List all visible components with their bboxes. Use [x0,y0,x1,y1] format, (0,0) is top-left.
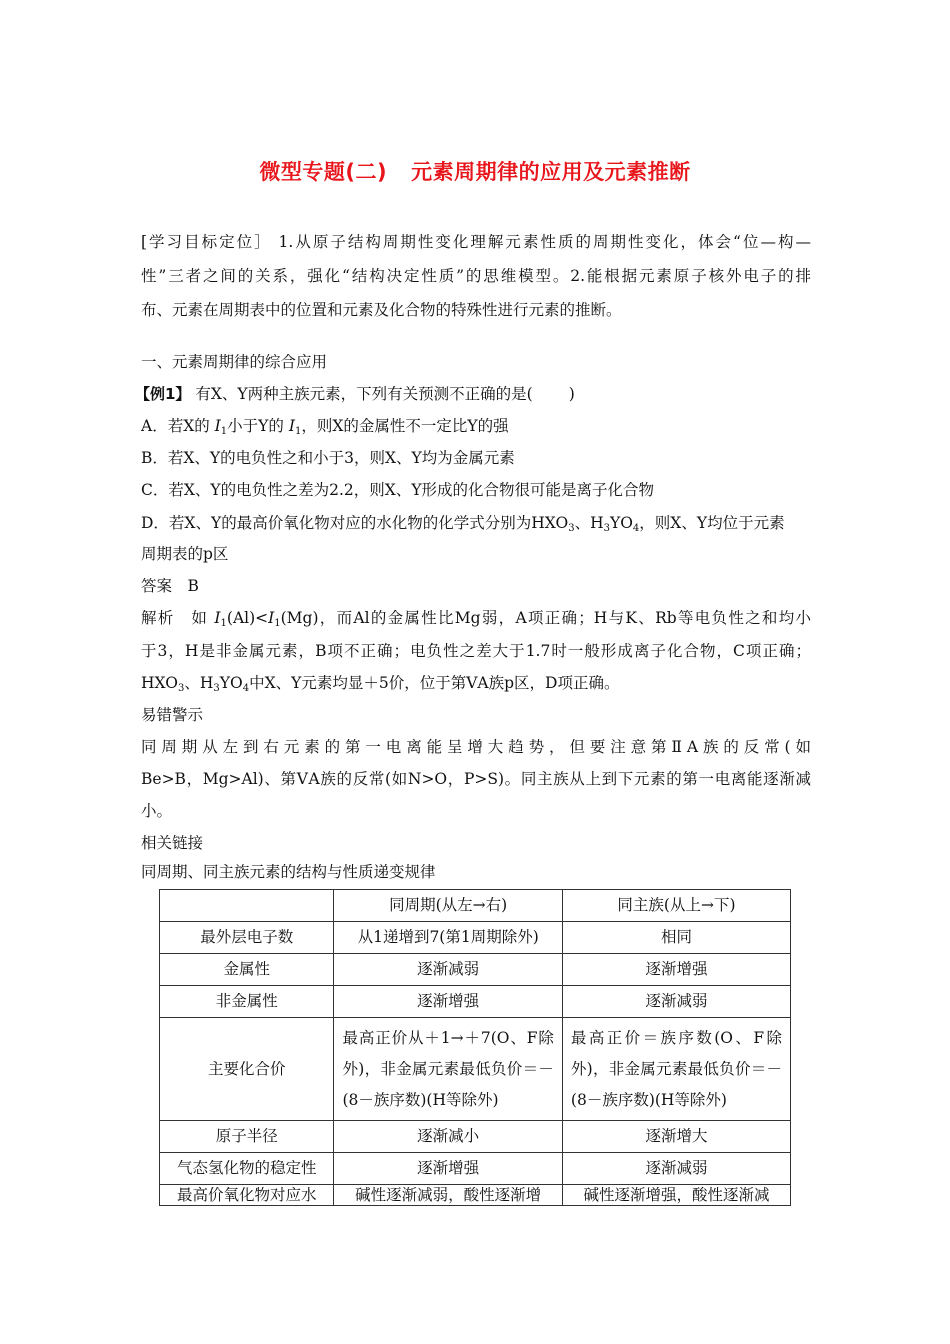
analysis-line-2: 于3，H是非金属元素，B项不正确；电负性之差大于1.7时一般形成离子化合物，C项正确； [141,642,811,660]
table-row [160,1018,791,1121]
related-heading: 相关链接 [141,834,204,852]
table-header-cell: 同主族(从上→下) [562,890,790,922]
table-cell: 逐渐减弱 [562,1153,790,1185]
table-cell: 最高价氧化物对应水 [160,1185,334,1206]
analysis-line-1: 解析 如 $I_1(Al)<I_1(Mg)$，而Al的金属性比Mg弱，A项正确；H与K、Rb等电负性之和均小 [141,609,811,629]
title-part2: 元素周期律的应用及元素推断 [411,160,691,184]
table-row [160,922,791,954]
table-cell: 从1递增到7(第1周期除外) [334,922,562,954]
table-cell: 非金属性 [160,986,334,1018]
table-cell: 原子半径 [160,1121,334,1153]
table-row [160,986,791,1018]
table-cell: 逐渐增强 [334,1153,562,1185]
table-cell: 金属性 [160,954,334,986]
table-cell: 逐渐增大 [562,1121,790,1153]
comparison-table [159,889,791,1206]
objectives-line-3: 布、元素在周期表中的位置和元素及化合物的特殊性进行元素的推断。 [141,301,622,319]
objectives-line-2: 性”三者之间的关系，强化“结构决定性质”的思维模型。2.能根据元素原子核外电子的排 [141,267,811,285]
table-row [160,954,791,986]
analysis-line-3: $HXO_3$、$H_3YO_4$中X、Y元素均显＋5价，位于第ⅤA族p区，D项正确。 [141,674,620,694]
title-part1: 微型专题(二) [259,160,388,184]
table-header-row [160,890,791,922]
table-cell: 逐渐减小 [334,1121,562,1153]
table-cell: 逐渐增强 [334,986,562,1018]
table-cell: 逐渐减弱 [334,954,562,986]
example-tag: 【例1】 [135,385,191,403]
option-d-line2: 周期表的p区 [141,545,229,563]
example-question: 【例1】 有X、Y两种主族元素，下列有关预测不正确的是( ) [135,385,575,403]
table-cell: 最高正价从＋1→＋7(O、F除外)，非金属元素最低负价＝－(8－族序数)(H等除外) [334,1018,562,1121]
table-cell: 最外层电子数 [160,922,334,954]
table-row [160,1121,791,1153]
table-cell: 逐渐减弱 [562,986,790,1018]
page-title [0,156,950,186]
table-row [160,1185,791,1206]
warning-line-1: 同周期从左到右元素的第一电离能呈增大趋势，但要注意第ⅡA族的反常(如 [141,738,811,756]
table-cell: 逐渐增强 [562,954,790,986]
warning-line-2: Be>B，Mg>Al)、第ⅤA族的反常(如N>O，P>S)。同主族从上到下元素的第一电离能逐渐减 [141,770,811,788]
table-header-cell: 同周期(从左→右) [334,890,562,922]
option-b: B．若X、Y的电负性之和小于3，则X、Y均为金属元素 [141,449,515,467]
section-heading: 一、元素周期律的综合应用 [141,353,328,371]
option-d: D．若X、Y的最高价氧化物对应的水化物的化学式分别为$HXO_3$、$H_3YO_4$，则X、Y均位于元素 [141,514,785,534]
objectives-line-1: [学习目标定位］ 1.从原子结构周期性变化理解元素性质的周期性变化，体会“位—构— [141,233,811,251]
example-question-text: 有X、Y两种主族元素，下列有关预测不正确的是( [190,385,533,403]
table-cell: 碱性逐渐增强，酸性逐渐减 [562,1185,790,1206]
table-cell: 最高正价＝族序数(O、F除外)，非金属元素最低负价＝－(8－族序数)(H等除外) [562,1018,790,1121]
warning-heading: 易错警示 [141,706,204,724]
option-c: C．若X、Y的电负性之差为2.2，则X、Y形成的化合物很可能是离子化合物 [141,481,655,499]
table-row [160,1153,791,1185]
table-cell: 相同 [562,922,790,954]
warning-line-3: 小。 [141,802,173,820]
answer: 答案 B [141,577,199,595]
table-cell: 碱性逐渐减弱，酸性逐渐增 [334,1185,562,1206]
option-a: A．若X的 $I_1$小于Y的 $I_1$，则X的金属性不一定比Y的强 [141,417,509,437]
table-header-cell [160,890,334,922]
table-cell: 主要化合价 [160,1018,334,1121]
table-cell: 气态氢化物的稳定性 [160,1153,334,1185]
table-caption: 同周期、同主族元素的结构与性质递变规律 [141,863,436,881]
